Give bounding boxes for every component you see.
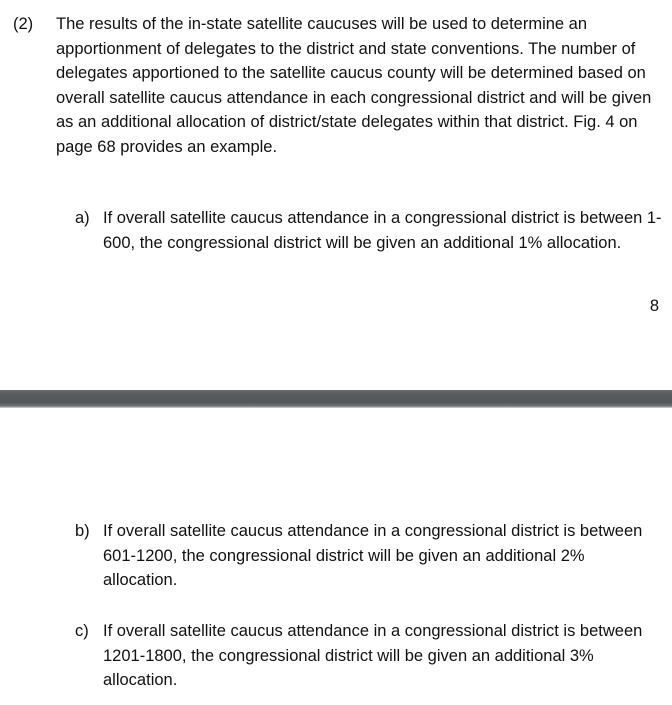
document-page-lower (0, 408, 672, 705)
list-item-marker: c) (75, 622, 89, 640)
list-item-marker: a) (75, 209, 90, 227)
page-separator (0, 390, 672, 408)
list-item-text: If overall satellite caucus attendance in a congressional district is between 1-600, the congressional district will be given an additional 1% allocation. (103, 209, 662, 252)
list-item-text: If overall satellite caucus attendance in a congressional district is between 1201-1800, the congressional district will be given an additional 3% allocation. (103, 622, 643, 689)
list-item-text: If overall satellite caucus attendance in a congressional district is between 601-1200, the congressional district will be given an additional 2% allocation. (103, 522, 643, 589)
list-item-marker: b) (75, 522, 90, 540)
page-number: 8 (649, 297, 659, 315)
paragraph-text: The results of the in-state satellite caucuses will be used to determine an apportionment of delegates to the district and state conventions. The number of delegates apportioned to the satellite caucus county will be determined based on overall satellite caucus attendance in each congressional district and will be given as an additional allocation of district/state delegates within that district. Fig. 4 on page 68 provides an example. (56, 15, 652, 156)
paragraph-number: (2) (13, 15, 34, 33)
